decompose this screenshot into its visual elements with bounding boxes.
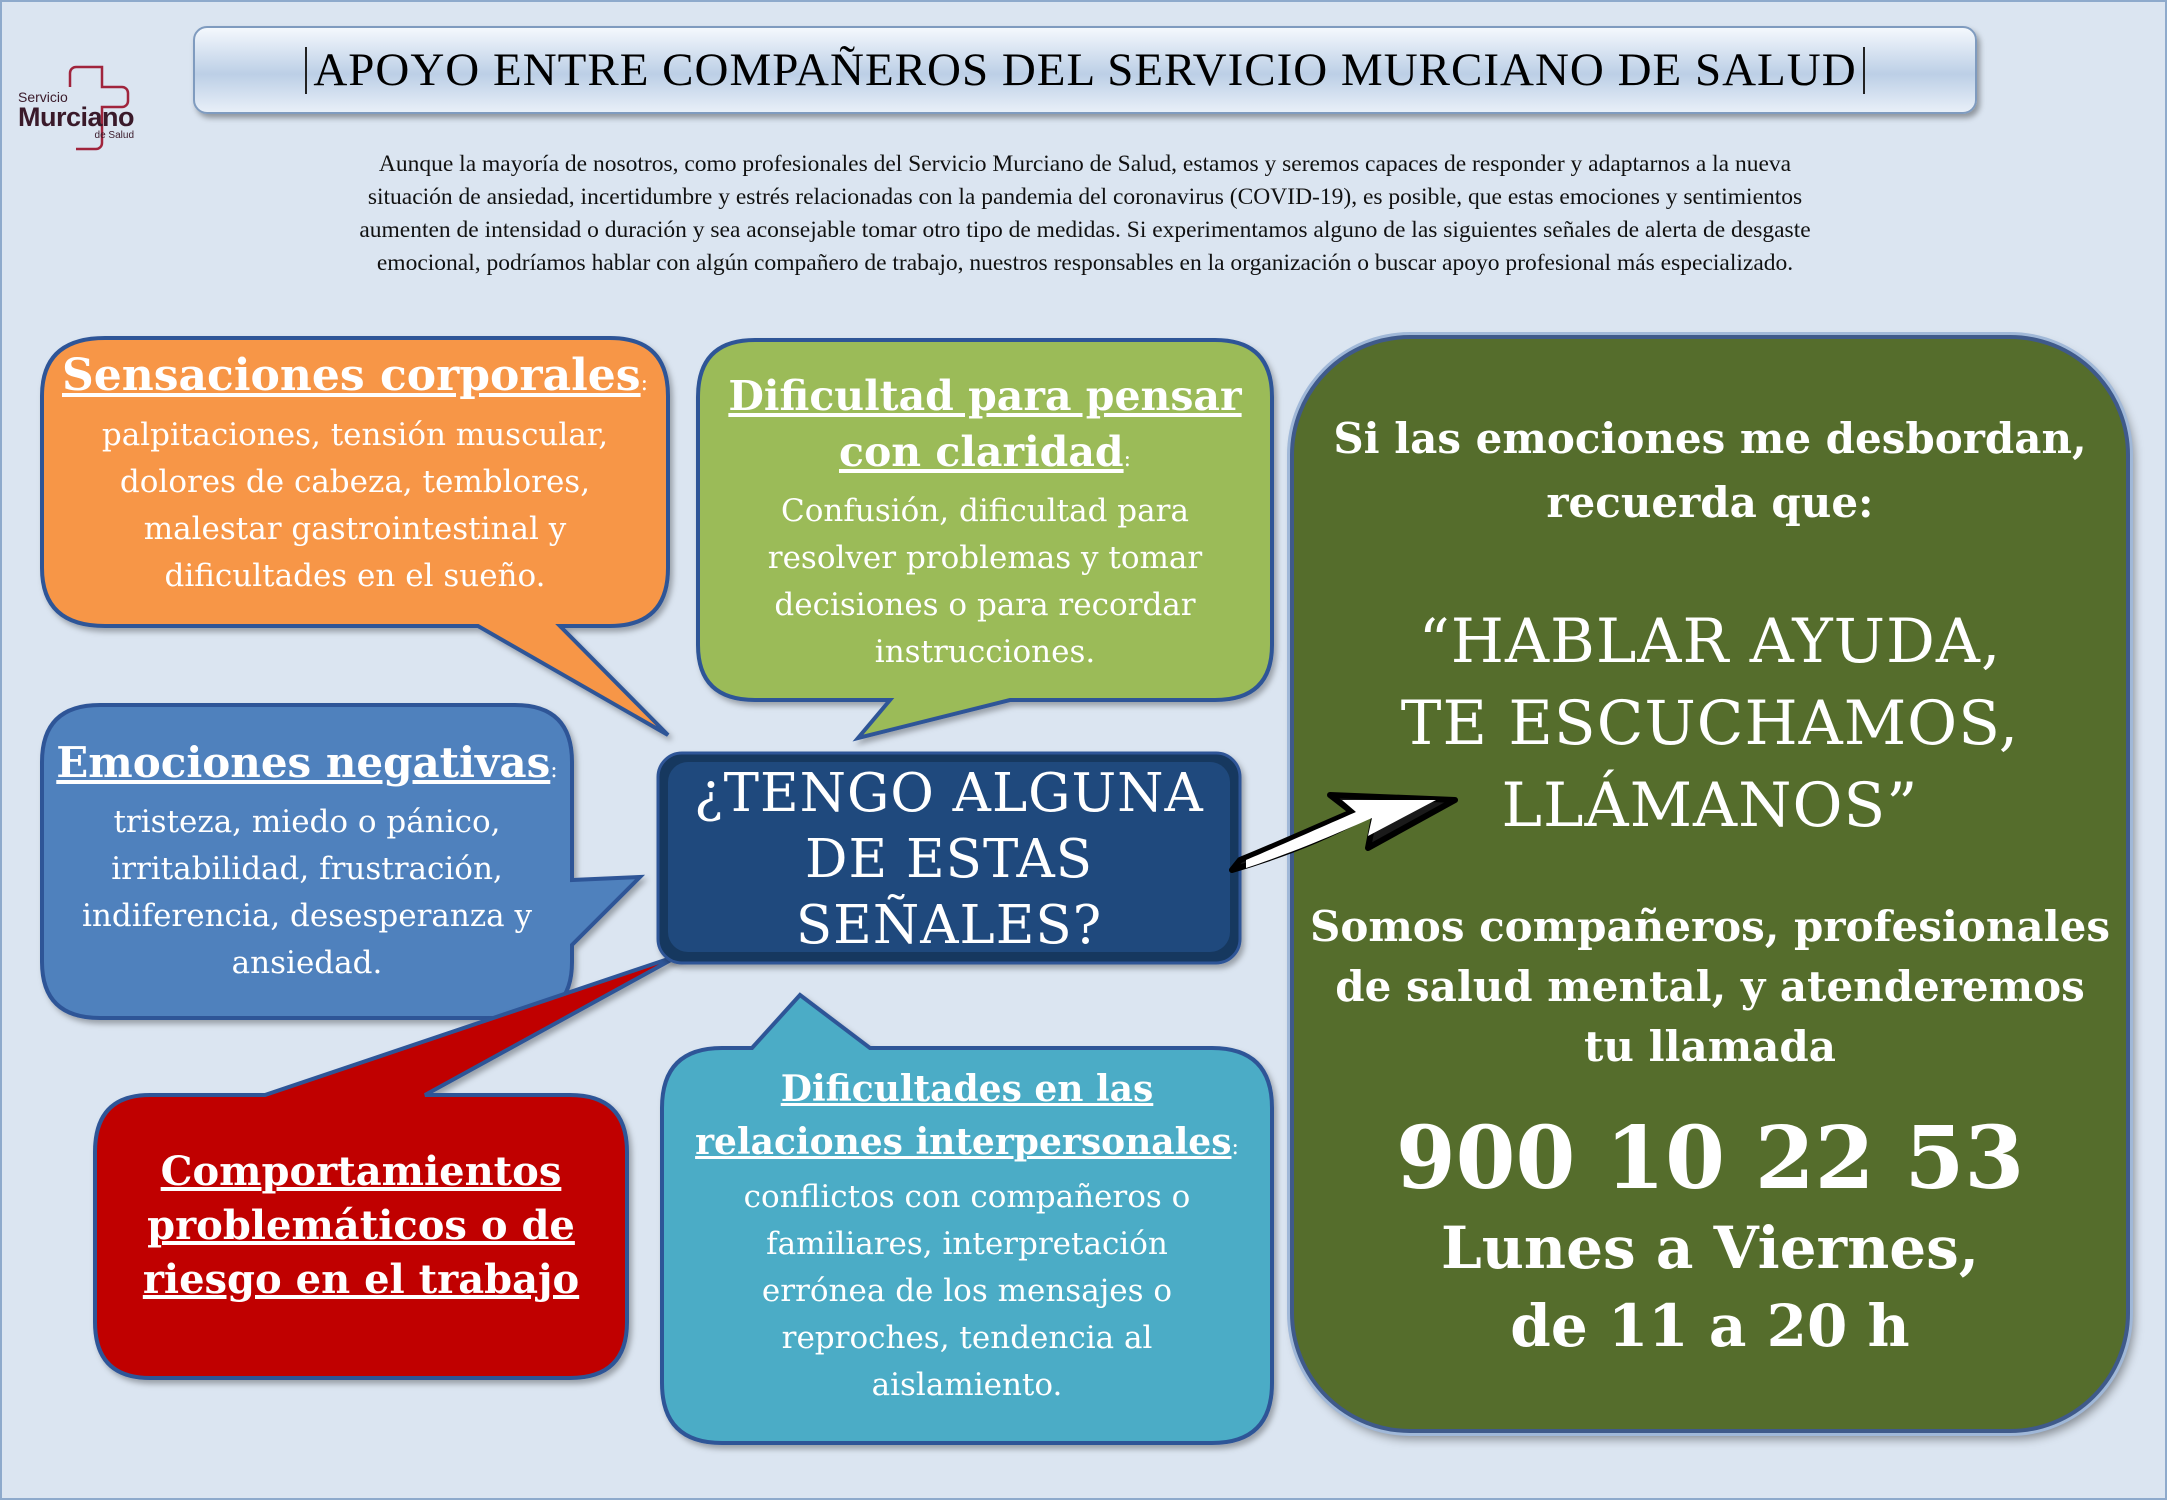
bubble-heading: Sensaciones corporales	[62, 350, 641, 401]
bubble-line: familiares, interpretación	[766, 1226, 1168, 1262]
logo-line-3: de Salud	[94, 130, 135, 141]
bubble-line: reproches, tendencia al	[781, 1320, 1153, 1356]
bubble-line: instrucciones.	[874, 634, 1096, 670]
bubble-line: errónea de los mensajes o	[761, 1273, 1173, 1309]
intro-line: Aunque la mayoría de nosotros, como profesionales del Servicio Murciano de Salud, estamos y seremos capaces de responder y adaptarnos a la nueva	[378, 151, 1792, 177]
bubble-colon: :	[1123, 447, 1131, 472]
bubble-line: malestar gastrointestinal y	[143, 511, 567, 547]
bubble-line: dificultades en el sueño.	[164, 558, 546, 594]
center-question-text	[658, 761, 1240, 959]
bubble-pensar	[698, 340, 1272, 700]
bubble-relaciones	[662, 1048, 1272, 1443]
bubble-relaciones-text	[662, 1063, 1272, 1409]
intro-line: situación de ansiedad, incertidumbre y estrés relacionadas con la pandemia del coronavirus (COVID-19), es posible, que estas emociones y sentimientos	[367, 184, 1803, 210]
contact-intro-line: Si las emociones me desbordan,	[1333, 414, 2087, 463]
bubble-heading: con claridad	[839, 428, 1124, 476]
bubble-comportamientos	[95, 1095, 627, 1378]
bubble-comportamientos-text	[95, 1145, 627, 1307]
bubble-heading: relaciones interpersonales	[695, 1121, 1232, 1163]
contact-intro-line: recuerda que:	[1546, 478, 1874, 527]
intro-line: emocional, podríamos hablar con algún compañero de trabajo, nuestros responsables en la organización o buscar apoyo profesional más especializado.	[376, 250, 1794, 276]
bubble-line: ansiedad.	[231, 945, 383, 981]
bubble-line: palpitaciones, tensión muscular,	[101, 417, 609, 453]
schedule-line: de 11 a 20 h	[1510, 1292, 1910, 1360]
bubble-line: dolores de cabeza, temblores,	[119, 464, 591, 500]
intro-line: aumenten de intensidad o duración y sea aconsejable tomar otro tipo de medidas. Si experimentamos alguno de las siguientes señales de alerta de desgaste	[359, 217, 1811, 243]
center-question	[658, 753, 1240, 963]
bubble-heading: Dificultades en las	[780, 1068, 1154, 1110]
bubble-line: Confusión, dificultad para	[781, 493, 1189, 529]
bubble-line: conflictos con compañeros o	[743, 1179, 1191, 1215]
bubble-corporales-text	[42, 348, 668, 600]
bubble-colon: :	[640, 371, 648, 396]
arrow-inner	[1246, 800, 1436, 868]
bubble-colon: :	[550, 758, 558, 783]
slogan-line: LLÁMANOS”	[1501, 770, 1919, 841]
logo-line-2: Murciano	[18, 102, 135, 132]
slogan-line: “HABLAR AYUDA,	[1418, 606, 2002, 677]
page-title: APOYO ENTRE COMPAÑEROS DEL SERVICIO MURCIANO DE SALUD	[305, 47, 1864, 94]
bubble-line: irritabilidad, frustración,	[111, 851, 503, 887]
bubble-emociones-text	[42, 735, 572, 987]
bubble-line: indiferencia, desesperanza y	[81, 898, 533, 934]
phone-number[interactable]: 900 10 22 53	[1395, 1108, 2025, 1209]
bubble-colon: :	[1231, 1135, 1239, 1160]
bubble-emociones	[42, 705, 572, 1018]
bubble-line: decisiones o para recordar	[774, 587, 1196, 623]
team-line: de salud mental, y atenderemos	[1335, 962, 2085, 1011]
bubble-line: tristeza, miedo o pánico,	[113, 804, 501, 840]
center-line: SEÑALES?	[795, 895, 1103, 956]
bubble-corporales	[42, 338, 668, 626]
bubble-heading: Comportamientos	[160, 1148, 562, 1195]
team-line: tu llamada	[1584, 1022, 1836, 1071]
team-line: Somos compañeros, profesionales	[1310, 902, 2110, 951]
bubble-heading: riesgo en el trabajo	[142, 1256, 580, 1303]
schedule-line: Lunes a Viernes,	[1440, 1214, 1980, 1282]
slogan-line: TE ESCUCHAMOS,	[1400, 688, 2020, 759]
center-line: DE ESTAS	[804, 829, 1094, 890]
center-line: ¿TENGO ALGUNA	[694, 763, 1204, 824]
bubble-line: aislamiento.	[871, 1367, 1063, 1403]
logo-line-1: Servicio	[18, 89, 68, 105]
bubble-heading: problemáticos o de	[147, 1202, 575, 1249]
bubble-pensar-text	[698, 368, 1272, 676]
bubble-line: resolver problemas y tomar	[767, 540, 1203, 576]
bubble-heading: Dificultad para pensar	[728, 372, 1242, 420]
bubble-heading: Emociones negativas	[56, 738, 551, 787]
